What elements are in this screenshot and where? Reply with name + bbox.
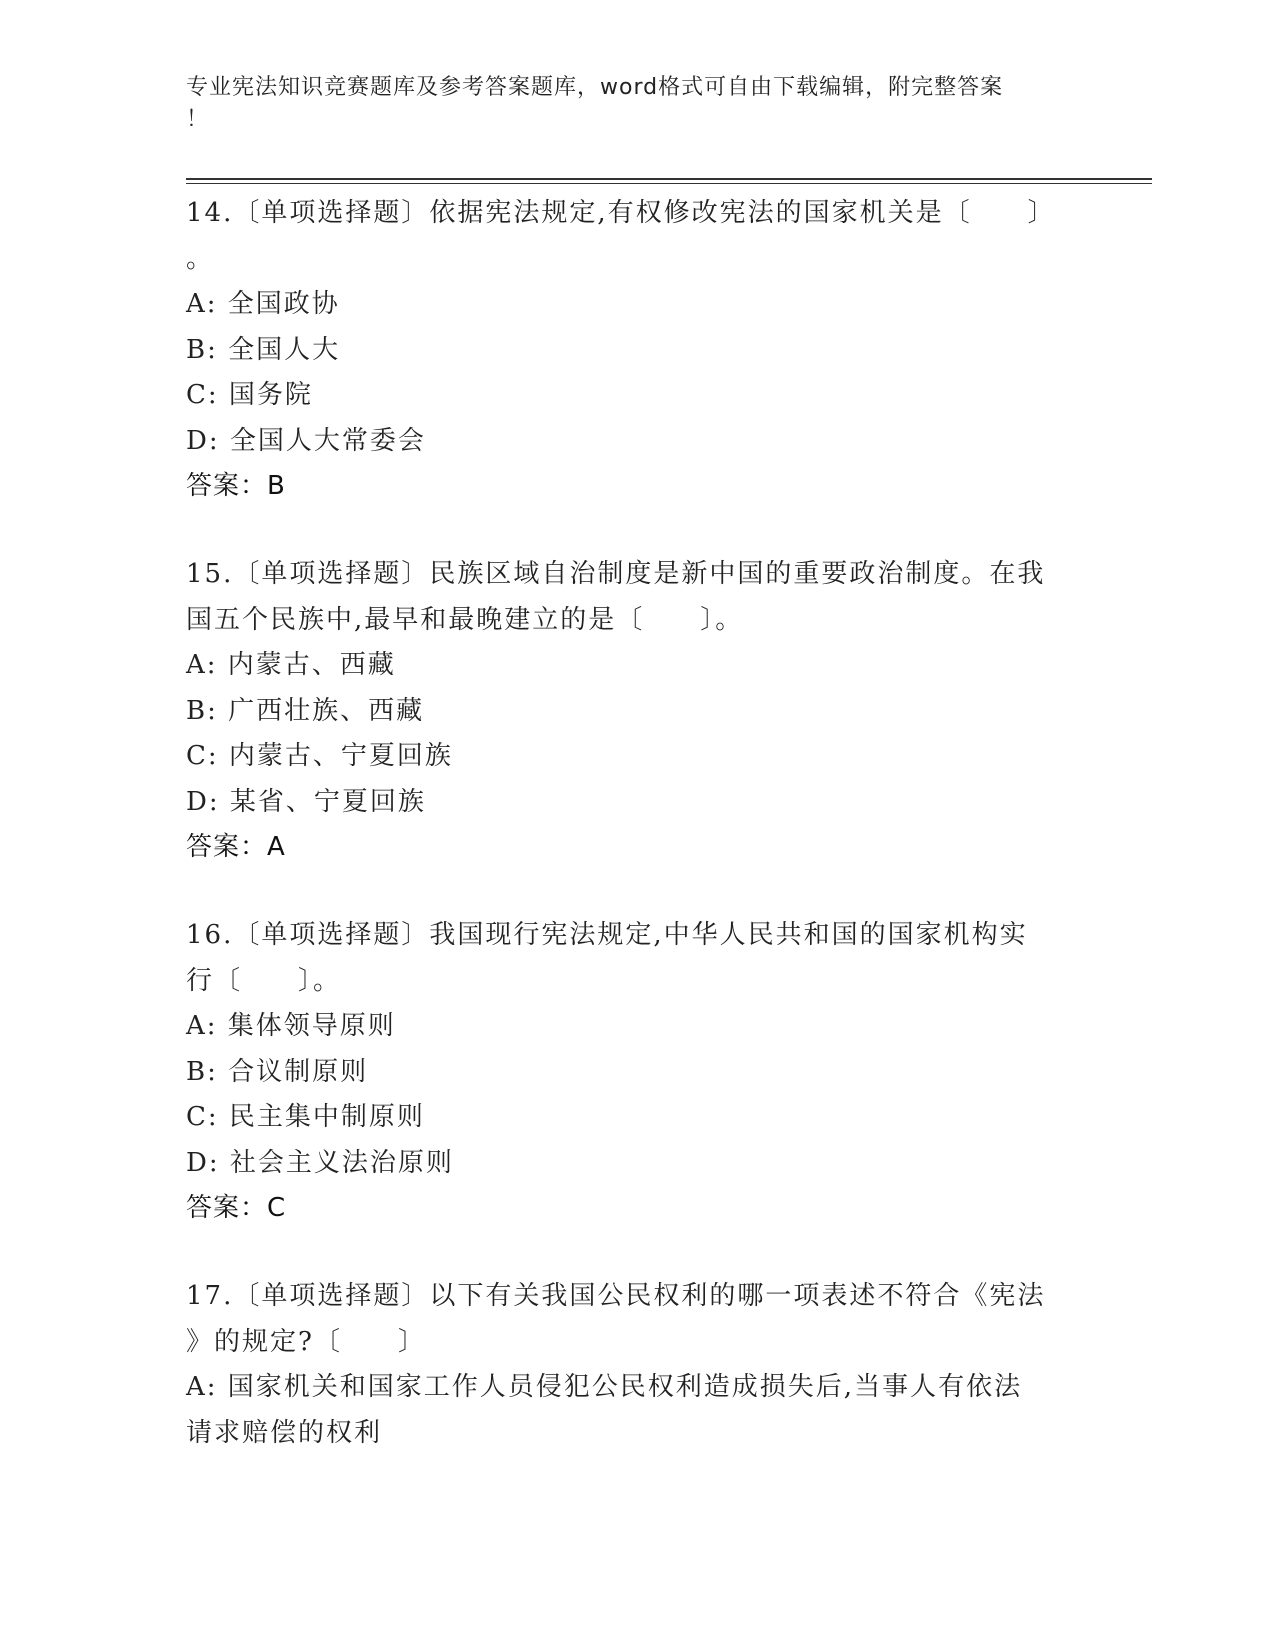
option-a: A: 全国政协 <box>186 289 340 319</box>
document-header <box>186 72 1066 136</box>
question-17 <box>186 1273 1086 1456</box>
question-text: 。 <box>186 244 215 274</box>
option-a: A: 集体领导原则 <box>186 1011 396 1041</box>
question-text: 17.〔单项选择题〕以下有关我国公民权利的哪一项表述不符合《宪法 <box>186 1281 1046 1311</box>
option-b: B: 合议制原则 <box>186 1056 369 1087</box>
question-text: 15.〔单项选择题〕民族区域自治制度是新中国的重要政治制度。在我 <box>186 559 1046 589</box>
option-c: C: 民主集中制原则 <box>186 1102 425 1132</box>
option-c: C: 内蒙古、宁夏回族 <box>186 741 453 771</box>
option-d: D: 全国人大常委会 <box>186 425 426 456</box>
question-text: 14.〔单项选择题〕依据宪法规定,有权修改宪法的国家机关是〔 〕 <box>186 198 1056 228</box>
question-text: 国五个民族中,最早和最晚建立的是〔 〕。 <box>186 605 744 635</box>
header-divider-thick <box>186 178 1152 180</box>
question-14 <box>186 190 1086 509</box>
option-d: D: 某省、宁夏回族 <box>186 786 426 817</box>
question-list <box>186 190 1086 1456</box>
option-d: D: 社会主义法治原则 <box>186 1147 454 1178</box>
header-divider-thin <box>186 183 1152 184</box>
option-a-continued: 请求赔偿的权利 <box>186 1417 383 1448</box>
answer-text: 答案：A <box>186 832 286 862</box>
question-text: 》的规定?〔 〕 <box>186 1327 426 1357</box>
option-a: A: 国家机关和国家工作人员侵犯公民权利造成损失后,当事人有依法 <box>186 1372 1023 1402</box>
header-line-2: ！ <box>186 107 210 132</box>
question-text: 行〔 〕。 <box>186 966 342 996</box>
answer-text: 答案：B <box>186 471 286 501</box>
option-b: B: 广西壮族、西藏 <box>186 695 425 726</box>
option-c: C: 国务院 <box>186 380 313 410</box>
question-15 <box>186 551 1086 870</box>
question-text: 16.〔单项选择题〕我国现行宪法规定,中华人民共和国的国家机构实 <box>186 920 1028 950</box>
option-b: B: 全国人大 <box>186 334 341 365</box>
option-a: A: 内蒙古、西藏 <box>186 650 396 680</box>
question-16 <box>186 912 1086 1231</box>
header-line-1: 专业宪法知识竞赛题库及参考答案题库，word格式可自由下载编辑，附完整答案 <box>186 75 1004 100</box>
answer-text: 答案：C <box>186 1193 287 1223</box>
